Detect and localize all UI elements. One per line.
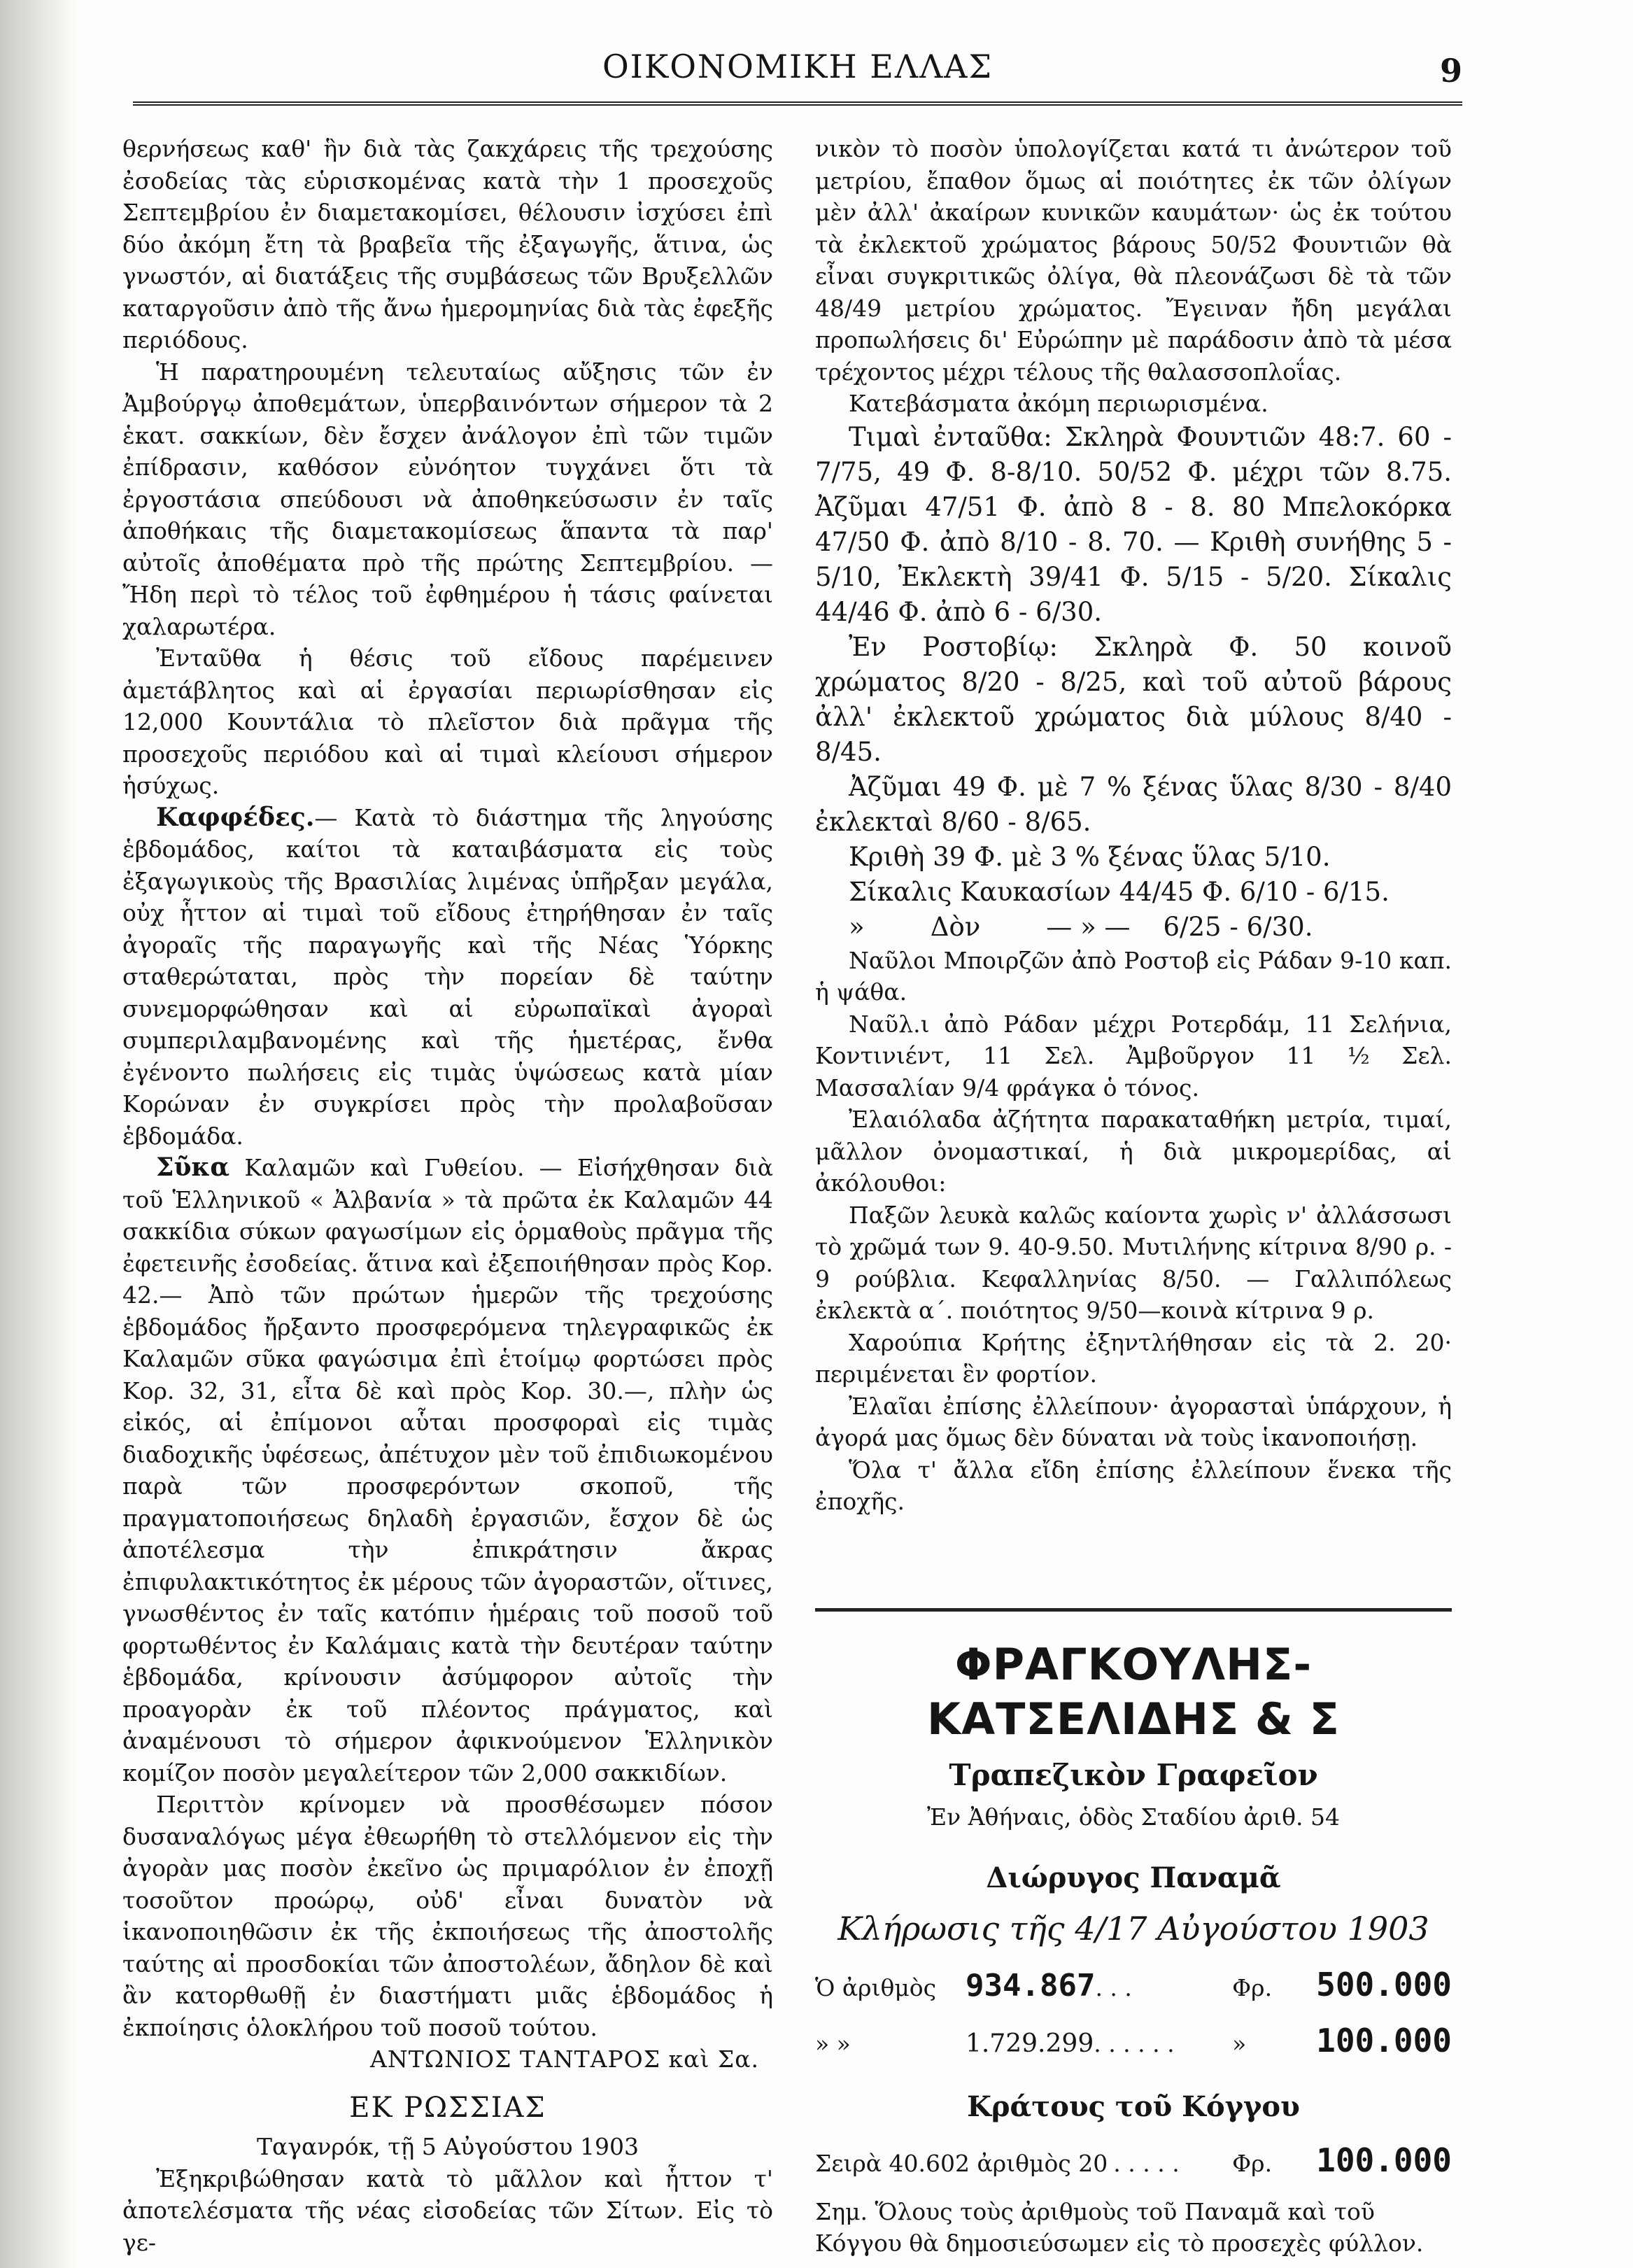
- leader-dots: . . . . . .: [1094, 2030, 1175, 2057]
- paragraph: Ναῦλοι Μποιρζῶν ἀπὸ Ροστοβ εἰς Ράδαν 9-10 καπ. ἡ ψάθα.: [815, 946, 1452, 1006]
- paragraph: Ἡ παρατηρουμένη τελευταίως αὔξησις τῶν ἐν Ἀμβούργῳ ἀποθεμάτων, ὑπερβαινόντων σήμερον τὰ 2 ἑκατ. σακκίων, δὲν ἔσχεν ἀνάλογον ἐπὶ τῶν τιμῶν ἐπίδρασιν, καθόσον εὐνόητον τυγχάνει ὅτι τὰ ἐργοστάσια σπεύδουσι νὰ ἀποθηκεύσωσιν ἐν ταῖς ἀποθήκαις τῆς διαμετακομίσεως ἅπαντα τὰ παρ' αὐτοῖς ἀποθέματα πρὸ τῆς πρώτης Σεπτεμβρίου. — Ἤδη περὶ τὸ τέλος τοῦ ἐφθημέρου ἡ τάσις φαίνεται χαλαρωτέρα.: [122, 358, 773, 640]
- winning-row: [815, 1966, 1452, 2003]
- prize-amount: 100.000: [1316, 2141, 1452, 2179]
- paragraph: Ἀζῦμαι 49 Φ. μὲ 7 % ξένας ὕλας 8/30 - 8/40 ἐκλεκταὶ 8/60 - 8/65.: [815, 771, 1452, 837]
- paragraph: Χαρούπια Κρήτης ἐξηντλήθησαν εἰς τὰ 2. 20· περιμένεται ἓν φορτίον.: [815, 1328, 1452, 1388]
- page-binding-shadow: [0, 0, 77, 2268]
- prize-amount: 100.000: [1316, 2022, 1452, 2059]
- signature: ΑΝΤΩΝΙΟΣ ΤΑΝΤΑΡΟΣ καὶ Σα.: [370, 2045, 759, 2073]
- dateline: Ταγανρόκ, τῇ 5 Αὐγούστου 1903: [257, 2133, 639, 2160]
- paragraph: Ναῦλ.ι ἀπὸ Ράδαν μέχρι Ροτερδάμ, 11 Σελήνια, Κοντινιέντ, 11 Σελ. Ἀμβοῦργον 11 ½ Σελ. Μασσαλίαν 9/4 φράγκα ὁ τόνος.: [815, 1010, 1452, 1101]
- section-title: ΕΚ ΡΩΣΣΙΑΣ: [349, 2091, 546, 2124]
- advert-subtitle: Τραπεζικὸν Γραφεῖον: [949, 1758, 1318, 1792]
- advert-firm-name: ΦΡΑΓΚΟΥΛΗΣ-ΚΑΤΣΕΛΙΔΗΣ & Σ: [927, 1639, 1340, 1745]
- prize-amount: 500.000: [1316, 1966, 1452, 2003]
- advertisement: [815, 1637, 1452, 2259]
- journal-title: ΟΙΚΟΝΟΜΙΚΗ ΕΛΛΑΣ: [602, 48, 994, 85]
- paragraph: Ὅλα τ' ἄλλα εἴδη ἐπίσης ἐλλείπουν ἕνεκα τῆς ἐποχῆς.: [815, 1456, 1452, 1515]
- page-header: [133, 42, 1462, 91]
- paragraph: Παξῶν λευκὰ καλῶς καίοντα χωρὶς ν' ἀλλάσσωσι τὸ χρῶμά των 9. 40-9.50. Μυτιλήνης κίτρινα 8/90 ρ. - 9 ρούβλια. Κεφαλληνίας 8/50. — Γαλλιπόλεως ἐκλεκτὰ α΄. ποιότητος 9/50—κοινὰ κίτρινα 9 ρ.: [815, 1201, 1452, 1324]
- paragraph: Σίκαλις Καυκασίων 44/45 Φ. 6/10 - 6/15.: [849, 876, 1390, 907]
- paragraph: Κατεβάσματα ἀκόμη περιωρισμένα.: [849, 390, 1268, 417]
- row-label: Ὁ ἀριθμὸς: [815, 1974, 937, 2001]
- section-lead-figs: Σῦκα: [156, 1153, 230, 1182]
- price-list: [815, 420, 1452, 945]
- paragraph: θερνήσεως καθ' ἣν διὰ τὰς ζακχάρεις τῆς τρεχούσης ἐσοδείας τὰς εὑρισκομένας κατὰ τὴν 1 προσεχοῦς Σεπτεμβρίου ἐν διαμετακομίσει, θέλουσιν ἰσχύσει ἐπὶ δύο ἀκόμη ἔτη τὰ βραβεῖα τῆς ἐξαγωγῆς, ἅτινα, ὡς γνωστόν, αἱ διατάξεις τῆς συμβάσεως τῶν Βρυξελλῶν καταργοῦσιν ἀπὸ τῆς ἄνω ἡμερομηνίας διὰ τὰς ἐφεξῆς περιόδους.: [122, 135, 773, 353]
- winning-number: 1.729.299: [966, 2029, 1094, 2058]
- right-column: [815, 133, 1452, 1518]
- leader-dots: . . . . .: [1113, 2150, 1180, 2177]
- advert-address: Ἐν Ἀθήναις, ὁδὸς Σταδίου ἀριθ. 54: [926, 1803, 1341, 1831]
- currency-label: Φρ.: [1232, 2150, 1273, 2177]
- advert-note: Σημ. Ὅλους τοὺς ἀριθμοὺς τοῦ Παναμᾶ καὶ τοῦ Κόγγου θὰ δημοσιεύσωμεν εἰς τὸ προσεχὲς φύλλον.: [815, 2198, 1424, 2257]
- currency-label: Φρ.: [1232, 1974, 1273, 2001]
- draw-date: Κλήρωσις τῆς 4/17 Αὐγούστου 1903: [837, 1910, 1429, 1947]
- row-label: Σειρὰ 40.602 ἀριθμὸς 20: [815, 2150, 1108, 2177]
- winning-row: [815, 2022, 1452, 2059]
- lottery-heading-panama: Διώρυγος Παναμᾶ: [986, 1861, 1281, 1894]
- leader-dots: . . .: [1095, 1974, 1132, 2001]
- advert-rule: [815, 1608, 1452, 1612]
- paragraph-coffee: [122, 802, 773, 1153]
- paragraph: Ἐξηκριβώθησαν κατὰ τὸ μᾶλλον καὶ ἧττον τ' ἀποτελέσματα τῆς νέας εἰσοδείας τῶν Σίτων. Εἰς τὸ γε-: [122, 2164, 773, 2256]
- paragraph-text: Καλαμῶν καὶ Γυθείου. — Εἰσήχθησαν διὰ τοῦ Ἑλληνικοῦ « Ἀλβανία » τὰ πρῶτα ἐκ Καλαμῶν 44 σακκίδια σύκων φαγωσίμων εἰς ὁρμαθοὺς πρᾶγμα τῆς ἐφετεινῆς ἐσοδείας. ἅτινα καὶ ἐξεποιήθησαν πρὸς Κορ. 42.— Ἀπὸ τῶν πρώτων ἡμερῶν τῆς τρεχούσης ἑβδομάδος ἤρξαντο προσφερόμενα τηλεγραφικῶς ἐκ Καλαμῶν σῦκα φαγώσιμα ἐπὶ ἑτοίμῳ φορτώσει πρὸς Κορ. 32, 31, εἶτα δὲ καὶ πρὸς Κορ. 30.—, πλὴν ὡς εἰκός, αἱ ἐπίμονοι αὗται προσφοραὶ εἰς τιμὰς διαδοχικῆς ὑφέσεως, ἀπέτυχον μὲν τοῦ ἐπιδιωκομένου παρὰ τῶν προσφερόντων σκοποῦ, τῆς πραγματοποιήσεως δηλαδὴ ἐργασιῶν, ἔσχον δὲ ὡς ἀποτέλεσμα τὴν ἐπικράτησιν ἄκρας ἐπιφυλακτικότητος ἐκ μέρους τῶν ἀγοραστῶν, οἵτινες, γνωσθέντος ἐν ταῖς κατόπιν ἡμέραις τοῦ ποσοῦ τοῦ φορτωθέντος ἐν Καλάμαις κατὰ τὴν δευτέραν ταύτην ἑβδομάδα, κρίνουσιν ἀσύμφορον αὐτοῖς τὴν προαγορὰν ἐκ τοῦ πλέοντος πράγματος, καὶ ἀναμένουσι τὸ σήμερον ἀφικνούμενον Ἑλληνικὸν κομίζον ποσὸν μεγαλείτερον τῶν 2,000 σακκιδίων.: [122, 1154, 773, 1787]
- winning-number: 934.867: [966, 1968, 1096, 2003]
- paragraph: νικὸν τὸ ποσὸν ὑπολογίζεται κατά τι ἀνώτερον τοῦ μετρίου, ἔπαθον ὅμως αἱ ποιότητες ἐκ τῶν ὀλίγων μὲν ἀλλ' ἀκαίρων κυνικῶν καυμάτων· ὡς ἐκ τούτου τὰ ἐκλεκτοῦ χρώματος βάρους 50/52 Φουντιῶν θὰ εἶναι συγκριτικῶς ὀλίγα, θὰ πλεονάζωσι δὲ τὰ τῶν 48/49 μετρίου χρώματος. Ἔγειναν ἤδη μεγάλαι προπωλήσεις δι' Εὐρώπην μὲ παράδοσιν ἀπὸ τὰ μέσα τρέχοντος μέχρι τέλους τῆς θαλασσοπλοΐας.: [815, 135, 1452, 386]
- lottery-heading-congo: Κράτους τοῦ Κόγγου: [967, 2090, 1300, 2123]
- currency-label: »: [1232, 2030, 1247, 2057]
- paragraph: » Δὸν — » — 6/25 - 6/30.: [849, 911, 1313, 942]
- paragraph-prices: Τιμαὶ ἐνταῦθα: Σκληρὰ Φουντιῶν 48:7. 60 - 7/75, 49 Φ. 8-8/10. 50/52 Φ. μέχρι τῶν 8.75. Ἀζῦμαι 47/51 Φ. ἀπὸ 8 - 8. 80 Μπελοκόρκα 47/50 Φ. ἀπὸ 8/10 - 8. 70. — Κριθὴ συνήθης 5 - 5/10, Ἐκλεκτὴ 39/41 Φ. 5/15 - 5/20. Σίκαλις 44/46 Φ. ἀπὸ 6 - 6/30.: [815, 421, 1452, 627]
- paragraph: Ἐν Ροστοβίῳ: Σκληρὰ Φ. 50 κοινοῦ χρώματος 8/20 - 8/25, καὶ τοῦ αὐτοῦ βάρους ἀλλ' ἐκλεκτοῦ χρώματος διὰ μύλους 8/40 - 8/45.: [815, 631, 1452, 767]
- row-label: » »: [815, 2030, 851, 2057]
- paragraph-text: — Κατὰ τὸ διάστημα τῆς ληγούσης ἑβδομάδος, καίτοι τὰ καταιβάσματα εἰς τοὺς ἐξαγωγικοὺς τῆς Βρασιλίας λιμένας ὑπῆρξαν μεγάλα, οὐχ ἧττον αἱ τιμαὶ τοῦ εἴδους ἐτηρήθησαν ἐν ταῖς ἀγοραῖς τῆς παραγωγῆς καὶ τῆς Νέας Ὑόρκης σταθερώταται, πρὸς τὴν πορείαν δὲ ταύτην συνεμορφώθησαν καὶ αἱ εὐρωπαϊκαὶ ἀγοραὶ συμπεριλαμβανομένης καὶ τῆς ἡμετέρας, ἔνθα ἐγένοντο πωλήσεις εἰς τιμὰς ὑψώσεως κατὰ μίαν Κορώναν ἐν συγκρίσει πρὸς τὴν προλαβοῦσαν ἑβδομάδα.: [122, 803, 773, 1150]
- paragraph: Ἐλαιόλαδα ἀζήτητα παρακαταθήκη μετρία, τιμαί, μᾶλλον ὀνομαστικαί, ἡ διὰ μικρομερίδας, αἱ ἀκόλουθοι:: [815, 1106, 1452, 1197]
- section-lead-coffee: Καφφέδες.: [156, 802, 315, 832]
- paragraph: Ἐνταῦθα ἡ θέσις τοῦ εἴδους παρέμεινεν ἀμετάβλητος καὶ αἱ ἐργασίαι περιωρίσθησαν εἰς 12,000 Κουντάλια τὸ πλεῖστον διὰ πρᾶγμα τῆς προσεχοῦς περιόδου καὶ αἱ τιμαὶ κλείουσι σήμερον ἡσύχως.: [122, 645, 773, 799]
- winning-row: [815, 2141, 1452, 2179]
- paragraph: Περιττὸν κρίνομεν νὰ προσθέσωμεν πόσον δυσαναλόγως μέγα ἐθεωρήθη τὸ στελλόμενον εἰς τὴν ἀγορὰν μας ποσὸν ἐκεῖνο ὡς πριμαρόλιον ἐν ἐποχῇ τοσοῦτον προώρῳ, οὐδ' εἶναι δυνατὸν νὰ ἱκανοποιηθῶσιν ἐκ τῆς ἐκποιήσεως τῆς ἀποστολῆς ταύτης αἱ προσδοκίαι τῶν ἀποστολέων, ἄδηλον δὲ καὶ ἂν κατορθωθῇ ἐν διαστήματι μιᾶς ἑβδομάδος ἡ ἐκποίησις ὁλοκλήρου τοῦ ποσοῦ τούτου.: [122, 1791, 773, 2041]
- left-column: [122, 133, 773, 2258]
- paragraph-figs: [122, 1152, 773, 1789]
- header-rule: [133, 101, 1462, 106]
- paragraph: Ἐλαῖαι ἐπίσης ἐλλείπουν· ἀγορασταὶ ὑπάρχουν, ἡ ἀγορά μας ὅμως δὲν δύναται νὰ τοὺς ἱκανοποιήσῃ.: [815, 1392, 1452, 1451]
- paragraph: Κριθὴ 39 Φ. μὲ 3 % ξένας ὕλας 5/10.: [849, 841, 1331, 872]
- page-number: 9: [1439, 52, 1462, 90]
